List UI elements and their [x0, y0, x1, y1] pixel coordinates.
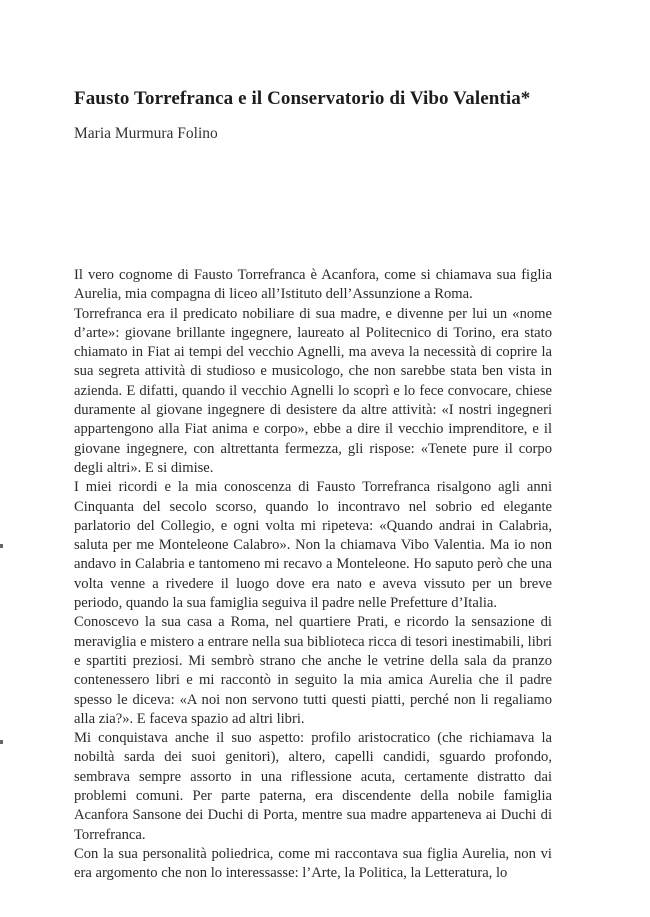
body-paragraph: Con la sua personalità poliedrica, come mi raccontava sua figlia Aurelia, non vi era argomento che non lo interessasse: l’Arte, la Politica, la Letteratura, lo: [74, 845, 552, 882]
scan-edge-mark: [0, 544, 3, 548]
scan-edge-mark: [0, 740, 3, 744]
body-paragraph: Mi conquistava anche il suo aspetto: profilo aristocratico (che richiamava la nobiltà sarda dei suoi genitori), altero, capelli candidi, sguardo profondo, sembrava sempre assorto in una riflessione acuta, certamente distratto dai problemi comuni. Per parte paterna, era discendente della nobile famiglia Acanfora Sansone dei Duchi di Porta, mentre sua madre apparteneva ai Duchi di Torrefranca.: [74, 730, 552, 843]
article-author: Maria Murmura Folino: [74, 125, 218, 142]
body-paragraph: I miei ricordi e la mia conoscenza di Fausto Torrefranca risalgono agli anni Cinquanta del secolo scorso, quando lo incontravo nel sobrio ed elegante parlatorio del Collegio, e ogni volta mi ripeteva: «Quando andrai in Calabria, saluta per me Monteleone Calabro». Non la chiamava Vibo Valentia. Ma io non andavo in Calabria e tantomeno mi recavo a Monteleone. Ho saputo però che una volta venne a rivedere il luogo dove era nato e aveva vissuto per un breve periodo, quando la sua famiglia seguiva il padre nelle Prefetture d’Italia.: [74, 479, 552, 612]
article-title: Fausto Torrefranca e il Conservatorio di Vibo Valentia*: [74, 88, 531, 109]
article-body: [74, 266, 552, 884]
body-paragraph: Conoscevo la sua casa a Roma, nel quartiere Prati, e ricordo la sensazione di meraviglia e mistero a entrare nella sua biblioteca ricca di tesori inestimabili, libri e spartiti preziosi. Mi sembrò strano che anche le vetrine della sala da pranzo contenessero libri e mi raccontò in seguito la mia amica Aurelia che il padre spesso le diceva: «A noi non servono tutti questi piatti, perché non li regaliamo alla zia?». E faceva spazio ad altri libri.: [74, 614, 552, 727]
body-paragraph: Il vero cognome di Fausto Torrefranca è Acanfora, come si chiamava sua figlia Aurelia, mia compagna di liceo all’Istituto dell’Assunzione a Roma.: [74, 267, 552, 303]
body-paragraph: Torrefranca era il predicato nobiliare di sua madre, e divenne per lui un «nome d’arte»: giovane brillante ingegnere, laureato al Politecnico di Torino, era stato chiamato in Fiat ai tempi del vecchio Agnelli, ma aveva la necessità di coprire la sua segreta attività di studioso e musicologo, che non sarebbe stata ben vista in azienda. E difatti, quando il vecchio Agnelli lo scoprì e lo fece convocare, chiese duramente al giovane ingegnere di desistere da altre attività: «I nostri ingegneri appartengono alla Fiat anima e corpo», ebbe a dire il vecchio imprenditore, e il giovane ingegnere, con altrettanta fermezza, gli rispose: «Tenete pure il corpo degli altri». E si dimise.: [74, 305, 552, 476]
